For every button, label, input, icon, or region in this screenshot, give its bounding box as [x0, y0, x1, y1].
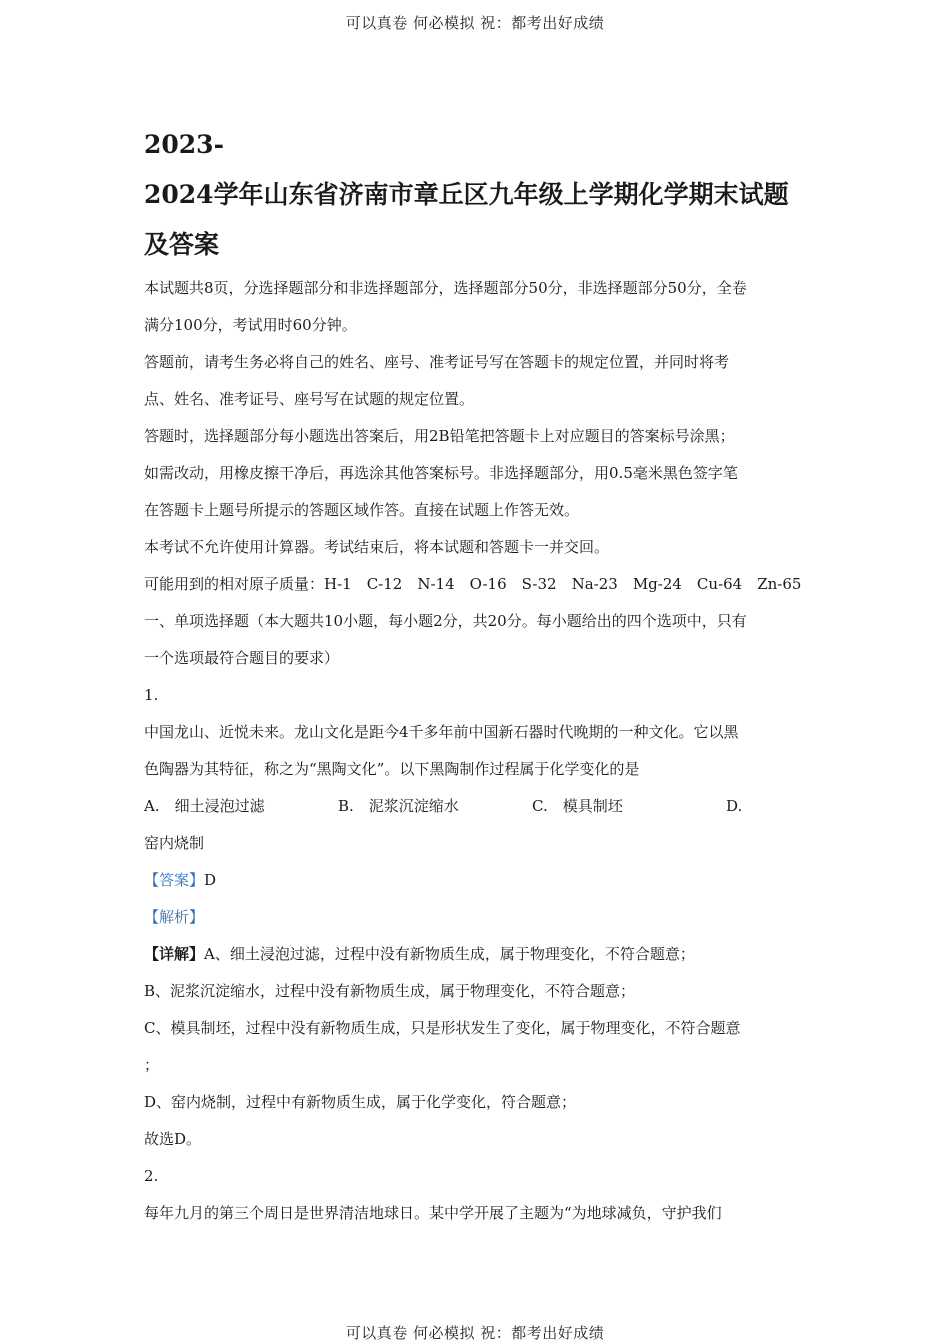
instruction-line: 本试题共8页，分选择题部分和非选择题部分，选择题部分50分，非选择题部分50分，全卷 [144, 279, 747, 297]
option-d-text: 窑内烧制 [144, 834, 205, 852]
answer-value: D [204, 871, 217, 889]
option-c: C. 模具制坯 [532, 797, 623, 815]
analysis-line [144, 899, 808, 936]
question-number: 1. [144, 686, 159, 704]
detail-line [144, 936, 808, 973]
title-line-2: 2024学年山东省济南市章丘区九年级上学期化学期末试题 [144, 180, 789, 209]
instruction-line: 点、姓名、准考证号、座号写在试题的规定位置。 [144, 390, 475, 408]
detail-line: B、泥浆沉淀缩水，过程中没有新物质生成，属于物理变化，不符合题意； [144, 982, 636, 1000]
instruction-line: 答题时，选择题部分每小题选出答案后，用2B铅笔把答题卡上对应题目的答案标号涂黑； [144, 427, 735, 445]
instruction-line: 在答题卡上题号所提示的答题区域作答。直接在试题上作答无效。 [144, 501, 580, 519]
question-number: 2. [144, 1167, 159, 1185]
question-options [144, 788, 808, 825]
option-d: D. [726, 797, 743, 815]
analysis-tag: 【解析】 [144, 908, 205, 926]
section-heading-cont: 一个选项最符合题目的要求） [144, 649, 340, 667]
option-a: A. 细土浸泡过滤 [144, 797, 265, 815]
detail-text: A、细土浸泡过滤，过程中没有新物质生成，属于物理变化，不符合题意； [204, 945, 695, 963]
section-heading: 一、单项选择题（本大题共10小题，每小题2分，共20分。每小题给出的四个选项中，只有 [144, 612, 747, 630]
instruction-line: 本考试不允许使用计算器。考试结束后，将本试题和答题卡一并交回。 [144, 538, 610, 556]
page-header-banner: 可以真卷 何必模拟 祝：都考出好成绩 [345, 14, 605, 32]
title-line-1: 2023- [144, 130, 224, 159]
atomic-mass-line: 可能用到的相对原子质量：H-1 C-12 N-14 O-16 S-32 Na-23 Mg-24 Cu-64 Zn-65 [144, 575, 802, 593]
instruction-line: 答题前，请考生务必将自己的姓名、座号、准考证号写在答题卡的规定位置，并同时将考 [144, 353, 730, 371]
question-stem: 中国龙山、近悦未来。龙山文化是距今4千多年前中国新石器时代晚期的一种文化。它以黑 [144, 723, 739, 741]
detail-line: D、窑内烧制，过程中有新物质生成，属于化学变化，符合题意； [144, 1093, 577, 1111]
question-stem: 每年九月的第三个周日是世界清洁地球日。某中学开展了主题为“为地球减负，守护我们 [144, 1204, 722, 1222]
detail-tag: 【详解】 [144, 945, 205, 963]
detail-line: C、模具制坯，过程中没有新物质生成，只是形状发生了变化，属于物理变化，不符合题意 [144, 1019, 741, 1037]
answer-line [144, 862, 808, 899]
document-body [144, 120, 808, 1232]
detail-line: ； [144, 1056, 160, 1074]
title-line-3: 及答案 [144, 230, 220, 259]
instruction-line: 满分100分，考试用时60分钟。 [144, 316, 357, 334]
conclusion-line: 故选D。 [144, 1130, 202, 1148]
instruction-line: 如需改动，用橡皮擦干净后，再选涂其他答案标号。非选择题部分，用0.5毫米黑色签字笔 [144, 464, 738, 482]
question-stem: 色陶器为其特征，称之为“黑陶文化”。以下黑陶制作过程属于化学变化的是 [144, 760, 640, 778]
page-footer-banner: 可以真卷 何必模拟 祝：都考出好成绩 [345, 1324, 605, 1342]
answer-tag: 【答案】 [144, 871, 205, 889]
option-b: B. 泥浆沉淀缩水 [338, 797, 459, 815]
